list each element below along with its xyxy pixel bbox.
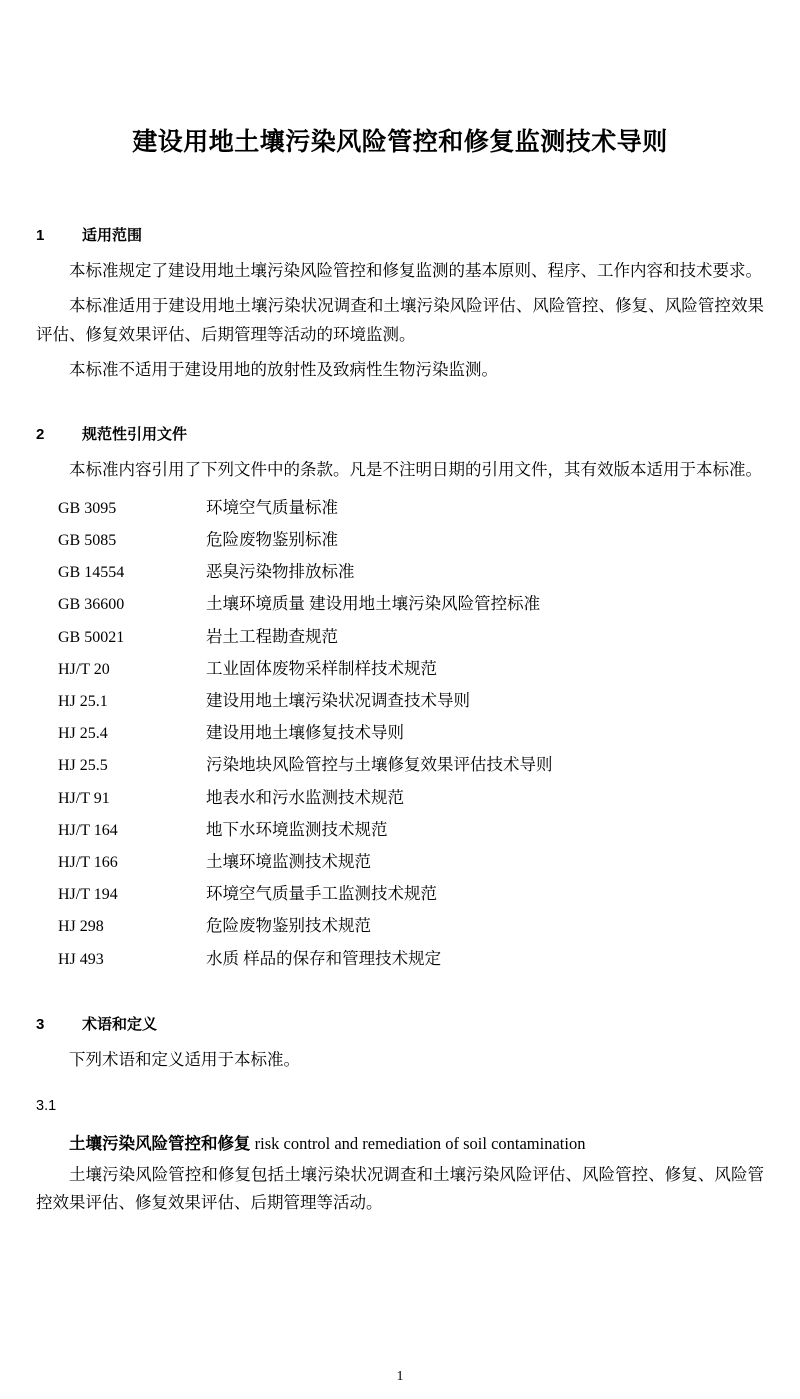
reference-title: 地表水和污水监测技术规范	[206, 787, 404, 807]
normative-references-list	[36, 492, 764, 975]
list-item	[36, 524, 764, 556]
list-item	[36, 621, 764, 653]
reference-code: HJ 493	[58, 950, 104, 968]
list-item	[36, 846, 764, 878]
reference-title: 地下水环境监测技术规范	[206, 819, 388, 839]
reference-code: GB 14554	[58, 564, 125, 582]
term-title	[36, 1130, 764, 1154]
term-name-cn: 土壤污染风险管控和修复	[69, 1135, 251, 1154]
reference-code: HJ 298	[58, 918, 104, 936]
page-title: 建设用地土壤污染风险管控和修复监测技术导则	[132, 128, 668, 156]
reference-code: GB 36600	[58, 596, 125, 614]
section-2-paragraph-1: 本标准内容引用了下列文件中的条款。凡是不注明日期的引用文件，其有效版本适用于本标准。	[69, 459, 762, 479]
reference-code: GB 50021	[58, 628, 125, 646]
section-1-paragraph-1: 本标准规定了建设用地土壤污染风险管控和修复监测的基本原则、程序、工作内容和技术要求。	[69, 261, 762, 280]
reference-title: 恶臭污染物排放标准	[206, 562, 355, 582]
list-item	[36, 556, 764, 588]
reference-code: HJ 25.1	[58, 693, 108, 710]
reference-code: HJ/T 20	[58, 660, 110, 678]
section-title-2: 规范性引用文件	[82, 425, 188, 443]
section-number-1: 1	[36, 227, 45, 244]
section-title-1: 适用范围	[82, 227, 143, 244]
section-1-paragraph-2: 本标准适用于建设用地土壤污染状况调查和土壤污染风险评估、风险管控、修复、风险管控效果评估、修复效果评估、后期管理等活动的环境监测。	[36, 296, 764, 344]
reference-title: 污染地块风险管控与土壤修复效果评估技术导则	[206, 755, 553, 775]
reference-code: GB 3095	[58, 499, 117, 517]
list-item	[36, 717, 764, 749]
list-item	[36, 943, 764, 975]
reference-title: 建设用地土壤污染状况调查技术导则	[206, 691, 470, 710]
term-definition: 土壤污染风险管控和修复包括土壤污染状况调查和土壤污染风险评估、风险管控、修复、风险管控效果评估、修复效果评估、后期管理等活动。	[36, 1165, 764, 1213]
reference-title: 工业固体废物采样制样技术规范	[206, 658, 437, 678]
list-item	[36, 782, 764, 814]
reference-title: 建设用地土壤修复技术导则	[206, 723, 404, 743]
reference-code: HJ/T 164	[58, 821, 118, 839]
list-item	[36, 910, 764, 942]
reference-title: 危险废物鉴别技术规范	[206, 916, 371, 936]
reference-code: HJ/T 166	[58, 853, 118, 871]
term-number: 3.1	[36, 1098, 57, 1115]
reference-title: 岩土工程勘查规范	[206, 626, 338, 646]
reference-title: 土壤环境监测技术规范	[206, 851, 371, 871]
list-item	[36, 492, 764, 524]
list-item	[36, 749, 764, 781]
section-title-3: 术语和定义	[82, 1015, 158, 1033]
reference-code: HJ/T 91	[58, 789, 110, 807]
list-item	[36, 685, 764, 717]
reference-code: HJ 25.5	[58, 757, 108, 775]
list-item	[36, 814, 764, 846]
list-item	[36, 653, 764, 685]
list-item	[36, 878, 764, 910]
reference-code: HJ/T 194	[58, 886, 118, 904]
section-number-3: 3	[36, 1015, 45, 1033]
reference-code: GB 5085	[58, 532, 117, 550]
term-name-en: risk control and remediation of soil contamination	[254, 1134, 586, 1154]
reference-title: 环境空气质量手工监测技术规范	[206, 884, 437, 904]
reference-code: HJ 25.4	[58, 725, 108, 743]
reference-title: 危险废物鉴别标准	[206, 530, 338, 550]
list-item	[36, 588, 764, 620]
section-heading-1	[36, 224, 764, 245]
reference-title: 环境空气质量标准	[206, 497, 338, 517]
section-heading-2	[36, 423, 764, 444]
section-1-paragraph-3: 本标准不适用于建设用地的放射性及致病性生物污染监测。	[69, 360, 498, 380]
reference-title: 水质 样品的保存和管理技术规定	[206, 948, 442, 968]
section-heading-3	[36, 1013, 764, 1034]
section-3-paragraph-1: 下列术语和定义适用于本标准。	[69, 1049, 300, 1069]
section-number-2: 2	[36, 425, 45, 443]
reference-title: 土壤环境质量 建设用地土壤污染风险管控标准	[206, 594, 541, 614]
page-number: 1	[396, 1369, 404, 1384]
